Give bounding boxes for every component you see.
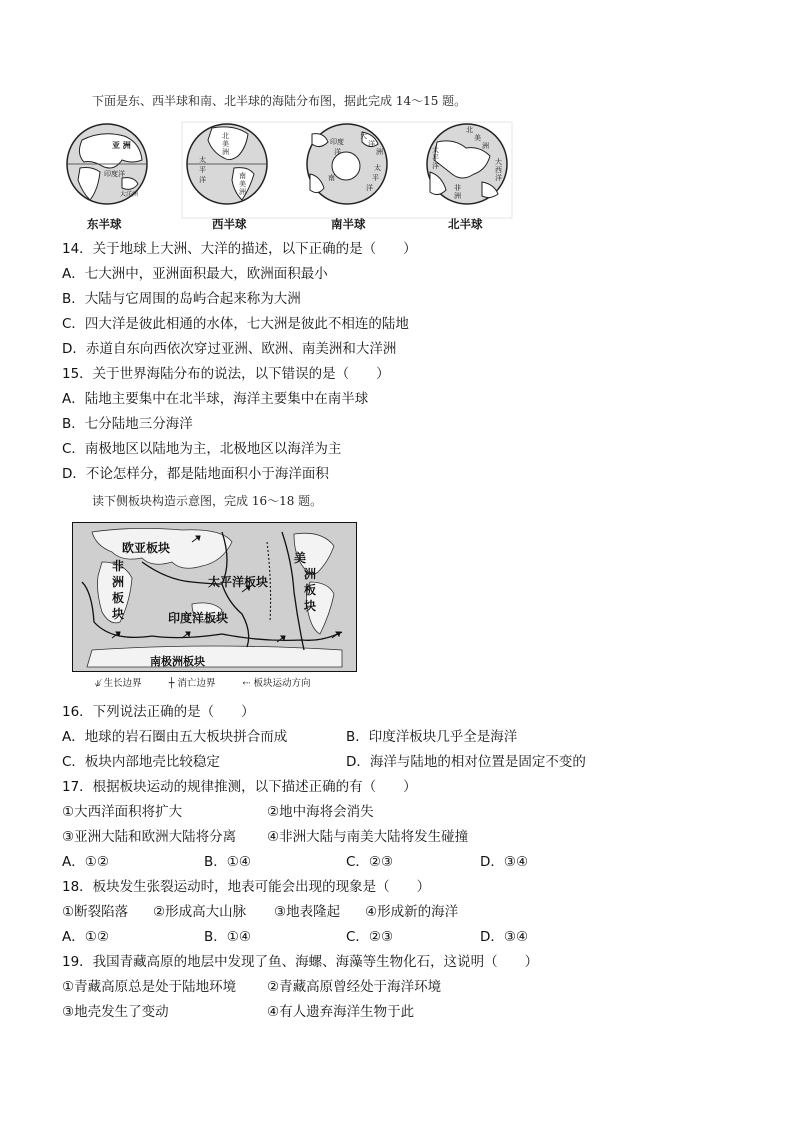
q18-item-2: ②形成高大山脉 [153,904,247,920]
hemisphere-globes-figure [62,112,522,232]
q18-item-3: ③地表隆起 [274,904,341,920]
west-globe-text-1: 北 [222,132,229,140]
north-globe-text-10: 非 [454,184,461,192]
african-plate-label-3: 板 [112,591,125,605]
q19-item-1: ①青藏高原总是处于陆地环境 [62,979,237,995]
north-globe-text-7: 大 [495,158,502,166]
plate-tectonics-map [72,522,357,672]
antarctic-plate-label: 南极洲板块 [150,655,205,668]
west-globe-text-3: 洲 [222,148,229,156]
plate-map-legend [95,675,335,689]
q17-item-2: ②地中海将会消失 [267,804,374,820]
east-hemisphere-label: 东半球 [87,217,122,231]
q14-option-d[interactable]: D．赤道自东向西依次穿过亚洲、欧洲、南美洲和大洋洲 [62,341,397,357]
american-plate-label-3: 板 [304,583,317,597]
q15-option-b[interactable]: B．七分陆地三分海洋 [62,416,193,432]
q16-stem: 16．下列说法正确的是（ ） [62,704,255,720]
south-globe-text-6: 太 [374,164,381,172]
q19-stem: 19．我国青藏高原的地层中发现了鱼、海螺、海藻等生物化石，这说明（ ） [62,954,539,970]
legend-motion: ⇠ 板块运动方向 [242,678,311,689]
south-globe-text-4: 洋 [368,140,375,148]
q15-option-d[interactable]: D．不论怎样分，都是陆地面积小于海洋面积 [62,466,329,482]
q18-stem: 18．板块发生张裂运动时，地表可能会出现的现象是（ ） [62,879,431,895]
north-globe-text-4: 太 [432,146,439,154]
west-hemisphere-label: 西半球 [212,217,247,231]
q14-stem: 14．关于地球上大洲、大洋的描述，以下正确的是（ ） [62,241,417,257]
west-globe-text-8: 美 [239,180,246,188]
q17-item-3: ③亚洲大陆和欧洲大陆将分离 [62,829,237,845]
q19-item-2: ②青藏高原曾经处于海洋环境 [267,979,442,995]
american-plate-label-2: 洲 [304,567,317,581]
q17-option-a[interactable]: A．①② [62,854,109,870]
q14-option-b[interactable]: B．大陆与它周围的岛屿合起来称为大洲 [62,291,301,307]
indian-plate-label: 印度洋板块 [168,611,229,625]
globes-intro: 下面是东、西半球和南、北半球的海陆分布图，据此完成 14～15 题。 [92,94,467,108]
north-globe-text-2: 美 [474,134,481,142]
q18-item-4: ④形成新的海洋 [365,904,459,920]
north-hemisphere-label: 北半球 [448,217,483,231]
q15-stem: 15．关于世界海陆分布的说法，以下错误的是（ ） [62,366,390,382]
north-globe-text-11: 洲 [454,192,461,200]
plate-map-intro: 读下侧板块构造示意图，完成 16～18 题。 [92,494,323,508]
north-globe-text-6: 洋 [432,162,439,170]
west-globe-text-6: 洋 [199,176,206,184]
west-globe-text-5: 平 [199,166,206,174]
south-globe-text-8: 洋 [366,184,373,192]
north-globe-text-9: 洋 [495,174,502,182]
american-plate-label-1: 美 [294,551,307,565]
q17-option-b[interactable]: B．①④ [204,854,251,870]
african-plate-label-1: 非 [112,559,125,573]
q17-item-1: ①大西洋面积将扩大 [62,804,183,820]
q17-item-4: ④非洲大陆与南美大陆将发生碰撞 [267,829,469,845]
q19-item-3: ③地壳发生了变动 [62,1004,169,1020]
south-globe-text-1: 印度 [330,138,344,146]
q18-option-a[interactable]: A．①② [62,929,109,945]
pacific-plate-label: 太平洋板块 [208,575,269,589]
q14-option-a[interactable]: A．七大洲中，亚洲面积最大，欧洲面积最小 [62,266,328,282]
north-globe-text-8: 西 [495,166,502,174]
eurasian-plate-label: 欧亚板块 [122,541,171,555]
q17-stem: 17．根据板块运动的规律推测，以下描述正确的有（ ） [62,779,417,795]
legend-divergent: ⫝̸ 生长边界 [95,678,142,689]
east-globe-text-asia: 亚 洲 [112,141,131,150]
q15-option-c[interactable]: C．南极地区以陆地为主，北极地区以海洋为主 [62,441,342,457]
q18-option-c[interactable]: C．②③ [346,929,394,945]
north-globe-text-1: 北 [466,126,473,134]
south-globe-text-3: 大 [360,132,367,140]
african-plate-label-4: 块 [112,607,125,621]
q16-option-d[interactable]: D．海洋与陆地的相对位置是固定不变的 [346,754,586,770]
q16-option-b[interactable]: B．印度洋板块几乎全是海洋 [346,729,518,745]
east-globe-text-indian: 印度洋 [104,170,125,178]
south-globe-text-5: 洲 [376,148,383,156]
north-globe-text-3: 洲 [482,142,489,150]
q16-option-c[interactable]: C．板块内部地壳比较稳定 [62,754,220,770]
south-globe-text-9: 南 [328,174,335,182]
west-globe-text-7: 南 [239,172,246,180]
african-plate-label-2: 洲 [112,575,125,589]
q14-option-c[interactable]: C．四大洋是彼此相通的水体，七大洲是彼此不相连的陆地 [62,316,409,332]
west-globe-text-4: 太 [199,156,206,164]
q18-item-1: ①断裂陷落 [62,904,129,920]
q16-option-a[interactable]: A．地球的岩石圈由五大板块拼合而成 [62,729,288,745]
q19-item-4: ④有人遗弃海洋生物于此 [267,1004,415,1020]
american-plate-label-4: 块 [304,599,317,613]
east-globe-text-oceania: 大洋洲 [120,191,139,198]
south-hemisphere-label: 南半球 [331,217,366,231]
south-globe-text-2: 洋 [334,148,341,156]
q17-option-c[interactable]: C．②③ [346,854,394,870]
west-globe-text-2: 美 [222,140,229,148]
q15-option-a[interactable]: A．陆地主要集中在北半球，海洋主要集中在南半球 [62,391,369,407]
south-globe-text-7: 平 [372,174,379,182]
legend-convergent: ┼ 消亡边界 [168,678,216,689]
north-globe-text-5: 平 [432,154,439,162]
q18-option-b[interactable]: B．①④ [204,929,251,945]
west-globe-text-9: 洲 [239,188,246,196]
q17-option-d[interactable]: D．③④ [480,854,529,870]
q18-option-d[interactable]: D．③④ [480,929,529,945]
